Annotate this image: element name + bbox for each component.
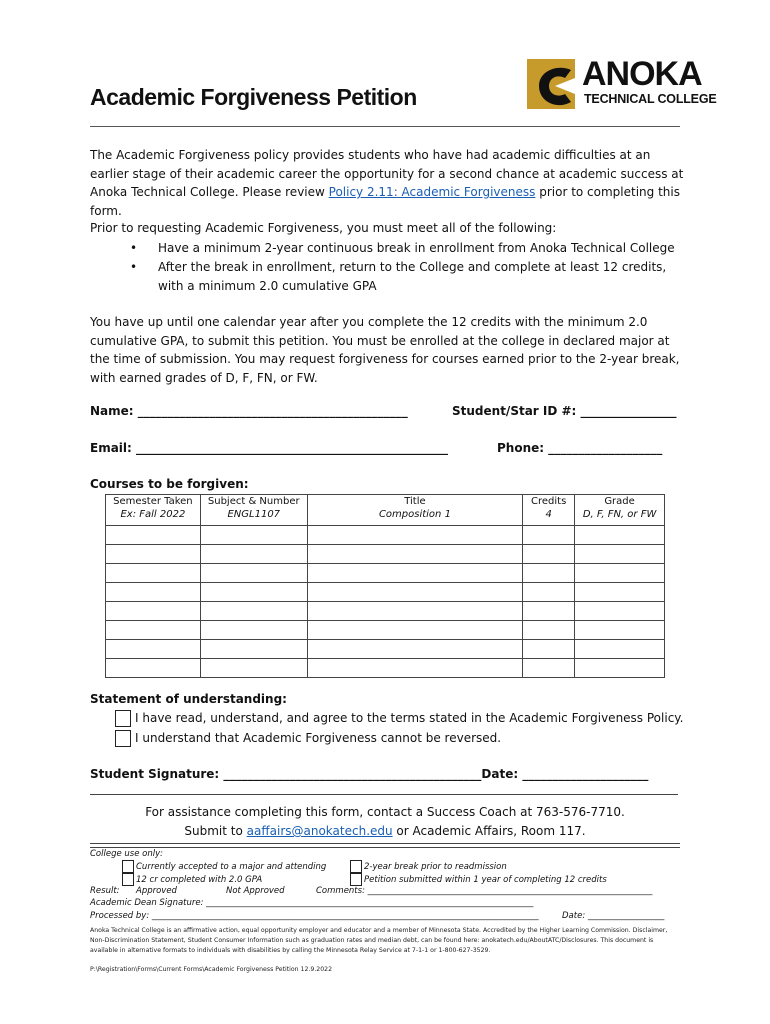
column-example: D, F, FN, or FW (582, 509, 657, 520)
table-cell-input[interactable] (200, 602, 307, 621)
table-cell-input[interactable] (106, 640, 201, 659)
table-cell-input[interactable] (200, 640, 307, 659)
column-header: Grade (604, 496, 635, 507)
table-row (106, 621, 665, 640)
column-example: Ex: Fall 2022 (120, 509, 186, 520)
logo-name: ANOKA (582, 55, 702, 93)
table-cell-input[interactable] (307, 526, 523, 545)
deadline-paragraph: You have up until one calendar year after you complete the 12 credits with the minimum 2.0 cumulative GPA, to submit this petition. You must be enrolled at the college in declared major at the time of submission. You may request forgiveness for courses earned prior to the 2-year break, with earned grades of D, F, FN, or FW. (90, 315, 680, 385)
column-grade (575, 495, 665, 526)
column-subject (200, 495, 307, 526)
table-cell-input[interactable] (575, 583, 665, 602)
intro-text: The Academic Forgiveness policy provides students who have had academic difficulties at an earlier stage of their academic career the opportunity for a second chance at academic success at Anoka Technical College. Please review (90, 148, 684, 199)
cu-timely-checkbox[interactable] (350, 873, 362, 886)
cu-break-row (350, 860, 507, 873)
cu-accepted-row (122, 860, 326, 873)
table-cell-input[interactable] (575, 526, 665, 545)
courses-table (105, 494, 665, 678)
column-header: Credits (531, 496, 567, 507)
table-cell-input[interactable] (523, 602, 575, 621)
file-path: P:\Registration\Forms\Current Forms\Academic Forgiveness Petition 12.9.2022 (90, 966, 333, 973)
statement-label: Statement of understanding: (90, 692, 287, 706)
column-example: ENGL1107 (227, 509, 281, 520)
cu-approved-option[interactable]: Approved (136, 886, 177, 896)
table-cell-input[interactable] (200, 545, 307, 564)
college-use-divider (90, 843, 680, 848)
column-header: Semester Taken (113, 496, 193, 507)
table-cell-input[interactable] (106, 659, 201, 678)
policy-link[interactable]: Policy 2.11: Academic Forgiveness (328, 185, 536, 199)
table-cell-input[interactable] (106, 602, 201, 621)
bullet-icon: • (130, 241, 138, 255)
logo-subtitle: TECHNICAL COLLEGE (584, 92, 717, 106)
table-row (106, 564, 665, 583)
table-cell-input[interactable] (575, 659, 665, 678)
cu-result-label: Result: (90, 886, 120, 896)
column-example: 4 (545, 509, 552, 520)
table-cell-input[interactable] (307, 583, 523, 602)
disclaimer: Anoka Technical College is an affirmative action, equal opportunity employer and educator and a member of Minnesota State. Accredited by the Higher Learning Commission. Disclaimer, Non-Discrimination Statement, Student Consumer Information such as graduation rates and median debt, can be found here: anokatech.edu/AboutATC/Disclosures. This document is available in alternative formats to individuals with disabilities by calling the Minnesota Relay Service at 7-1-1 or 1-800-627-3529. (90, 927, 668, 954)
table-cell-input[interactable] (575, 564, 665, 583)
submit-text: Submit to (184, 824, 247, 838)
column-header: Subject & Number (207, 496, 300, 507)
bullet-icon: • (130, 260, 138, 274)
email-link[interactable]: aaffairs@anokatech.edu (246, 824, 393, 838)
intro-text-end: prior to completing this form. (90, 185, 680, 218)
ack-policy-text: I have read, understand, and agree to the terms stated in the Academic Forgiveness Policy. (135, 711, 684, 725)
cu-credits-checkbox[interactable] (122, 873, 134, 886)
column-header: Title (404, 496, 426, 507)
cu-accepted-text: Currently accepted to a major and attending (136, 862, 327, 872)
column-credits (523, 495, 575, 526)
table-cell-input[interactable] (575, 621, 665, 640)
table-cell-input[interactable] (106, 564, 201, 583)
table-cell-input[interactable] (523, 545, 575, 564)
table-cell-input[interactable] (200, 564, 307, 583)
cu-timely-text: Petition submitted within 1 year of completing 12 credits (364, 875, 607, 885)
table-cell-input[interactable] (575, 602, 665, 621)
intro-paragraph (90, 146, 690, 220)
table-cell-input[interactable] (307, 621, 523, 640)
table-cell-input[interactable] (523, 640, 575, 659)
name-field[interactable]: Name: _____________________________________________ (90, 404, 408, 418)
cu-date-field[interactable]: Date: __________________ (562, 911, 665, 921)
table-cell-input[interactable] (575, 545, 665, 564)
title-divider (90, 126, 680, 127)
table-cell-input[interactable] (575, 640, 665, 659)
table-cell-input[interactable] (307, 602, 523, 621)
cu-dean-signature-field[interactable]: Academic Dean Signature: _____________________________________________________________________________ (90, 898, 534, 908)
table-cell-input[interactable] (106, 583, 201, 602)
table-cell-input[interactable] (307, 545, 523, 564)
submit-instructions (90, 824, 680, 838)
table-row (106, 583, 665, 602)
table-cell-input[interactable] (523, 564, 575, 583)
table-cell-input[interactable] (200, 526, 307, 545)
cu-not-approved-option[interactable]: Not Approved (226, 886, 285, 896)
requirement-text: After the break in enrollment, return to the College and complete at least 12 credits, with a minimum 2.0 cumulative GPA (158, 260, 667, 293)
table-row (106, 526, 665, 545)
table-cell-input[interactable] (106, 545, 201, 564)
requirement-text: Have a minimum 2-year continuous break in enrollment from Anoka Technical College (158, 241, 675, 255)
cu-break-text: 2-year break prior to readmission (364, 862, 507, 872)
table-cell-input[interactable] (200, 659, 307, 678)
email-field[interactable]: Email: ____________________________________________________ (90, 441, 449, 455)
table-cell-input[interactable] (200, 583, 307, 602)
help-contact: For assistance completing this form, contact a Success Coach at 763-576-7710. (145, 805, 625, 819)
table-cell-input[interactable] (523, 526, 575, 545)
cu-credits-text: 12 cr completed with 2.0 GPA (136, 875, 263, 885)
cu-timely-row (350, 873, 607, 886)
table-header-row (106, 495, 665, 526)
requirements-intro: Prior to requesting Academic Forgiveness, you must meet all of the following: (90, 221, 557, 235)
ack-irreversible-checkbox[interactable] (115, 730, 131, 747)
phone-field[interactable]: Phone: ___________________ (497, 441, 663, 455)
ack-irreversible-row (115, 730, 501, 747)
table-row (106, 602, 665, 621)
signature-divider (90, 794, 678, 795)
table-cell-input[interactable] (307, 564, 523, 583)
table-cell-input[interactable] (523, 583, 575, 602)
table-row (106, 659, 665, 678)
table-cell-input[interactable] (307, 659, 523, 678)
student-id-field[interactable]: Student/Star ID #: ________________ (452, 404, 677, 418)
table-cell-input[interactable] (106, 526, 201, 545)
ack-policy-row (115, 710, 684, 727)
cu-break-checkbox[interactable] (350, 860, 362, 873)
ack-irreversible-text: I understand that Academic Forgiveness cannot be reversed. (135, 731, 502, 745)
column-title (307, 495, 523, 526)
cu-comments-field[interactable]: Comments: ___________________________________________________________________ (316, 886, 653, 896)
college-use-label: College use only: (90, 849, 164, 859)
cu-credits-row (122, 873, 262, 886)
table-cell-input[interactable] (200, 621, 307, 640)
table-cell-input[interactable] (523, 659, 575, 678)
table-cell-input[interactable] (307, 640, 523, 659)
ack-policy-checkbox[interactable] (115, 710, 131, 727)
column-semester (106, 495, 201, 526)
cu-accepted-checkbox[interactable] (122, 860, 134, 873)
table-row (106, 545, 665, 564)
cu-processed-by-field[interactable]: Processed by: ___________________________________________________________________________________________ (90, 911, 539, 921)
submit-text-end: or Academic Affairs, Room 117. (392, 824, 586, 838)
requirement-item (130, 239, 690, 258)
courses-label: Courses to be forgiven: (90, 477, 249, 491)
table-cell-input[interactable] (106, 621, 201, 640)
page-title: Academic Forgiveness Petition (90, 84, 417, 110)
signature-field[interactable]: Student Signature: ___________________________________________Date: _____________________ (90, 767, 649, 781)
column-example: Composition 1 (378, 509, 451, 520)
table-cell-input[interactable] (523, 621, 575, 640)
table-row (106, 640, 665, 659)
requirement-item (130, 258, 690, 295)
